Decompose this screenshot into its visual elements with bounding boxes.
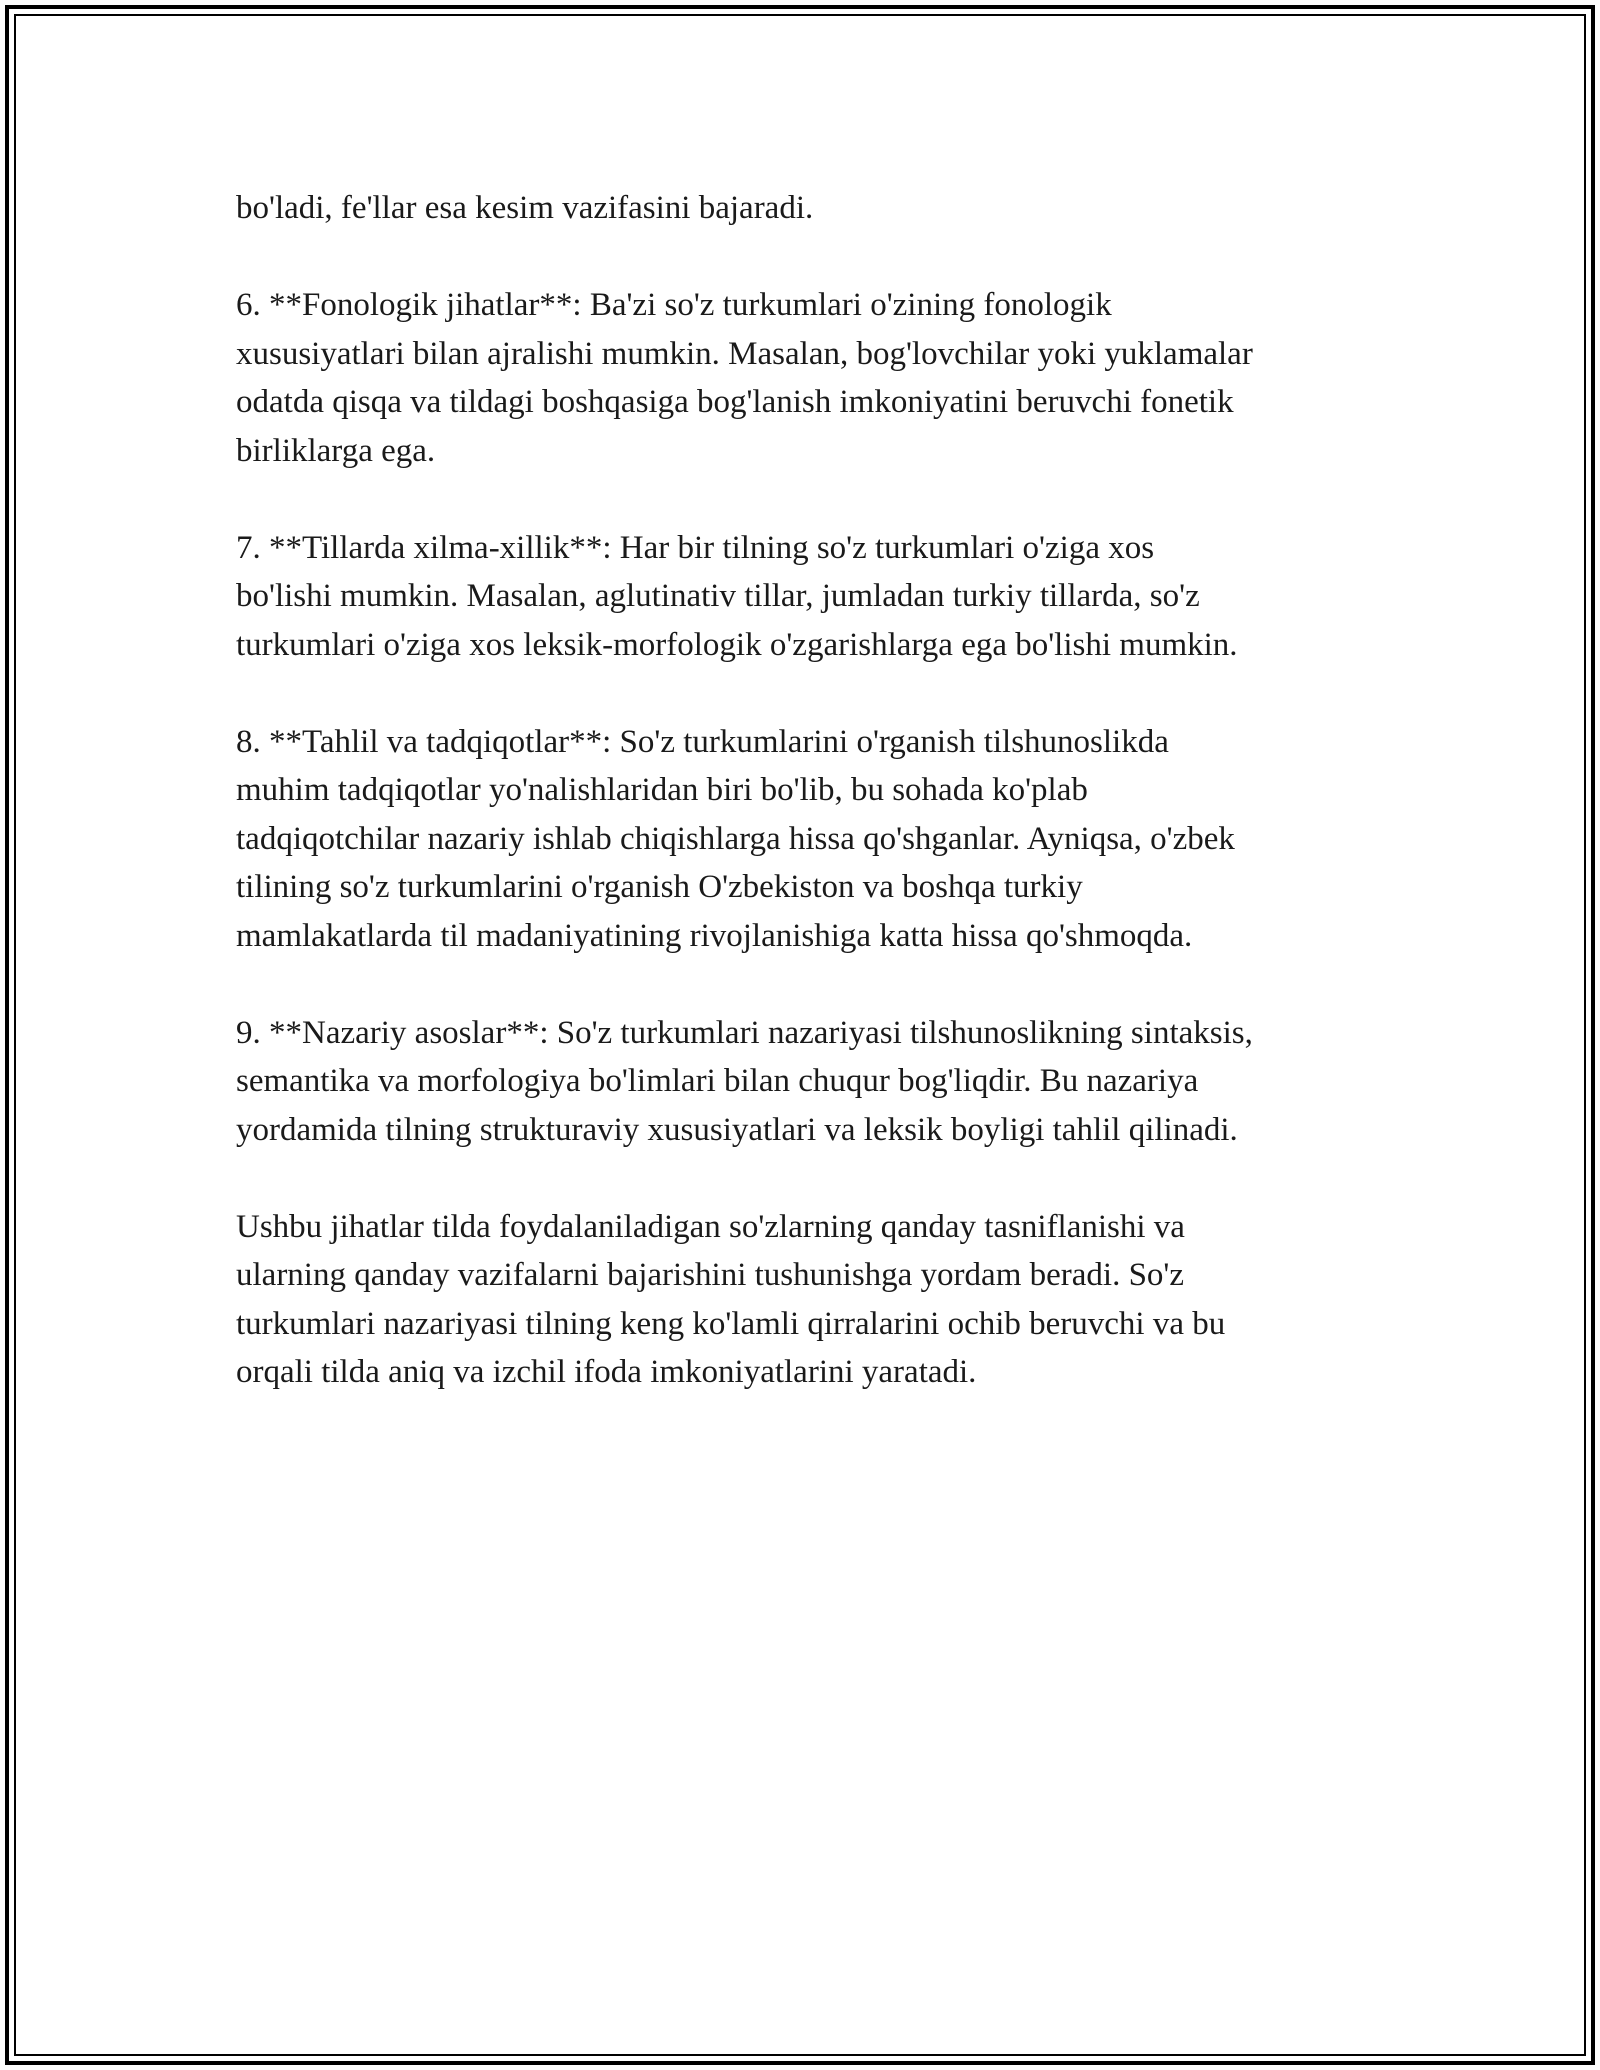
text-line: semantika va morfologiya bo'limlari bilan chuqur bog'liqdir. Bu nazariya <box>236 1063 1199 1099</box>
text-line: xususiyatlari bilan ajralishi mumkin. Masalan, bog'lovchilar yoki yuklamalar <box>236 335 1253 372</box>
text-line: 8. **Tahlil va tadqiqotlar**: So'z turkumlarini o'rganish tilshunoslikda <box>236 723 1169 760</box>
text-line: turkumlari o'ziga xos leksik-morfologik o'zgarishlarga ega bo'lishi mumkin. <box>236 626 1238 663</box>
text-line: Ushbu jihatlar tilda foydalaniladigan so'zlarning qanday tasniflanishi va <box>236 1208 1185 1245</box>
paragraph-item-9 <box>236 1009 1396 1155</box>
text-line: 7. **Tillarda xilma-xillik**: Har bir tilning so'z turkumlari o'ziga xos <box>236 529 1155 566</box>
text-line: 6. **Fonologik jihatlar**: Ba'zi so'z turkumlari o'zining fonologik <box>236 287 1112 323</box>
document-body <box>236 184 1396 1445</box>
text-line: orqali tilda aniq va izchil ifoda imkoniyatlarini yaratadi. <box>236 1354 977 1390</box>
text-line: tilining so'z turkumlarini o'rganish O'zbekiston va boshqa turkiy <box>236 869 1083 905</box>
text-line: odatda qisqa va tildagi boshqasiga bog'lanish imkoniyatini beruvchi fonetik <box>236 384 1234 420</box>
text-line: tadqiqotchilar nazariy ishlab chiqishlarga hissa qo'shganlar. Ayniqsa, o'zbek <box>236 820 1235 857</box>
text-line: 9. **Nazariy asoslar**: So'z turkumlari nazariyasi tilshunoslikning sintaksis, <box>236 1014 1253 1051</box>
text-line: muhim tadqiqotlar yo'nalishlaridan biri bo'lib, bu sohada ko'plab <box>236 772 1088 808</box>
paragraph-conclusion <box>236 1203 1396 1397</box>
text-line: birliklarga ega. <box>236 432 436 469</box>
paragraph-item-8 <box>236 718 1396 961</box>
text-line: bo'ladi, fe'llar esa kesim vazifasini bajaradi. <box>236 190 814 226</box>
text-line: turkumlari nazariyasi tilning keng ko'lamli qirralarini ochib beruvchi va bu <box>236 1305 1226 1342</box>
paragraph-item-6 <box>236 281 1396 475</box>
paragraph-continuation <box>236 184 1396 233</box>
text-line: bo'lishi mumkin. Masalan, aglutinativ tillar, jumladan turkiy tillarda, so'z <box>236 578 1200 614</box>
text-line: mamlakatlarda til madaniyatining rivojlanishiga katta hissa qo'shmoqda. <box>236 917 1193 954</box>
paragraph-item-7 <box>236 524 1396 670</box>
text-line: yordamida tilning strukturaviy xususiyatlari va leksik boyligi tahlil qilinadi. <box>236 1111 1238 1148</box>
text-line: ularning qanday vazifalarni bajarishini tushunishga yordam beradi. So'z <box>236 1257 1185 1293</box>
